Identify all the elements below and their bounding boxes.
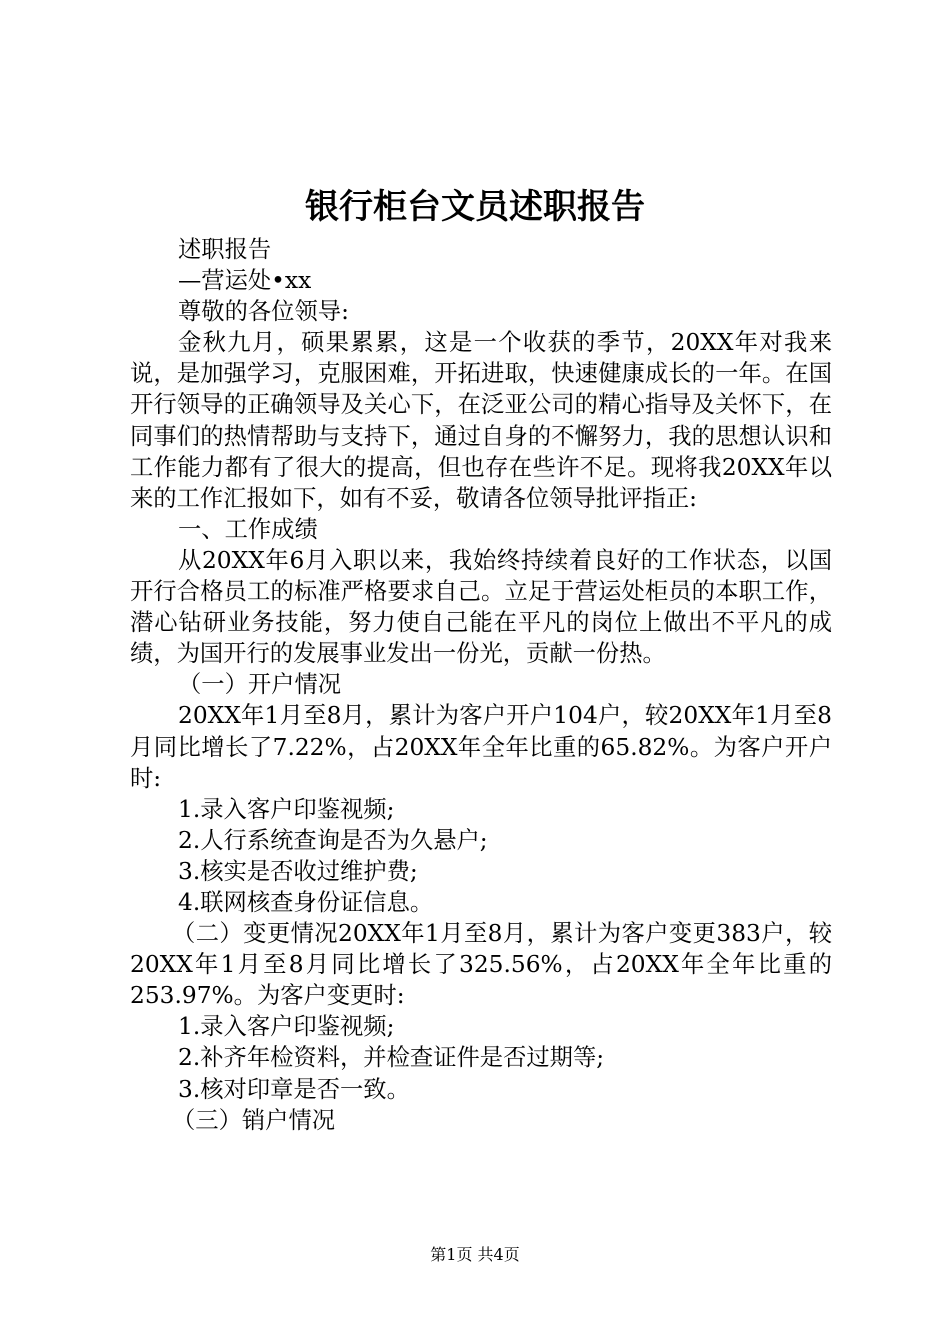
paragraph-account-changes: （二）变更情况20XX年1月至8月，累计为客户变更383户，较20XX年1月至8月同比增长了325.56%，占20XX年全年比重的253.97%。为客户变更时:: [130, 920, 832, 1010]
subsection-heading-account-closing: （三）销户情况: [172, 1106, 336, 1134]
paragraph-achievements: 从20XX年6月入职以来，我始终持续着良好的工作状态，以国开行合格员工的标准严格要求自己。立足于营运处柜员的本职工作，潜心钻研业务技能，努力使自己能在平凡的岗位上做出不平凡的成绩，为国开行的发展事业发出一份光，贡献一份热。: [130, 546, 832, 668]
paragraph-department: —营运处•xx: [178, 267, 312, 295]
paragraph-introduction: 金秋九月，硕果累累，这是一个收获的季节，20XX年对我来说，是加强学习，克服困难，开拓进取，快速健康成长的一年。在国开行领导的正确领导及关心下，在泛亚公司的精心指导及关怀下，在同事们的热情帮助与支持下，通过自身的不懈努力，我的思想认识和工作能力都有了很大的提高，但也存在些许不足。现将我20XX年以来的工作汇报如下，如有不妥，敬请各位领导批评指正:: [130, 329, 832, 512]
document-body: [130, 234, 832, 1136]
subsection-heading-account-opening: （一）开户情况: [178, 671, 342, 699]
page-title: 银行柜台文员述职报告: [305, 187, 645, 227]
list-item-changes-3: 3.核对印章是否一致。: [178, 1075, 410, 1103]
paragraph-report-label: 述职报告: [178, 236, 272, 263]
section-heading-achievements: 一、工作成绩: [178, 515, 318, 543]
list-item-opening-3: 3.核实是否收过维护费;: [178, 857, 418, 885]
list-item-changes-1: 1.录入客户印鉴视频;: [178, 1013, 395, 1041]
page-footer: 第1页 共4页: [430, 1245, 520, 1264]
list-item-opening-1: 1.录入客户印鉴视频;: [178, 795, 395, 823]
list-item-opening-4: 4.联网核查身份证信息。: [178, 888, 434, 916]
list-item-opening-2: 2.人行系统查询是否为久悬户;: [178, 826, 488, 854]
paragraph-account-opening: 20XX年1月至8月，累计为客户开户104户，较20XX年1月至8月同比增长了7.22%，占20XX年全年比重的65.82%。为客户开户时:: [130, 702, 832, 792]
paragraph-salutation: 尊敬的各位领导:: [178, 298, 349, 326]
list-item-changes-2: 2.补齐年检资料，并检查证件是否过期等;: [178, 1044, 605, 1072]
